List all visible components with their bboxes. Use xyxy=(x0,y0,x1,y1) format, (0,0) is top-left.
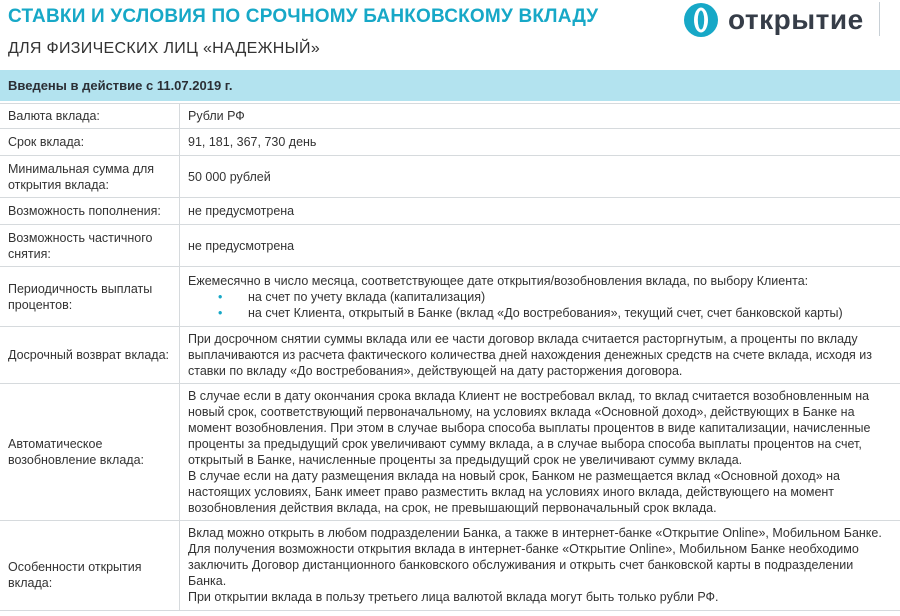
otkritie-logo-icon xyxy=(684,3,718,37)
table-row xyxy=(0,129,900,156)
paragraph: В случае если на дату размещения вклада на новый срок, Банком не размещается вклад «Основной доход» на настоящих условиях, Банк имеет право разместить вклад на условиях иного вклада, действующего на момент возобновления действия вклада, на срок, не превышающий первоначальный срок вклада. xyxy=(188,469,841,515)
deposit-terms-table xyxy=(0,103,900,611)
paragraph: Вклад можно открыть в любом подразделении Банка, а также в интернет-банке «Открытие Online», Мобильном Банке. Для получения возможности открытия вклада в интернет-банке «Открытие Online», Мобильном Банке необходимо заключить Договор дистанционного банковского обслуживания и открыть счет банковской карты в подразделении Банка. xyxy=(188,526,882,588)
effective-date-band xyxy=(0,70,900,101)
effective-date-text: Введены в действие с 11.07.2019 г. xyxy=(8,78,233,93)
row-label: Минимальная сумма для открытия вклада: xyxy=(0,156,180,198)
paragraph: В случае если в дату окончания срока вклада Клиент не востребовал вклад, то вклад считается возобновленным на новый срок, соответствующий первоначальному, на условиях вклада «Основной доход», действующих в Банке на момент возобновления. При этом в случае выбора способа выплаты процентов в виде капитализации, начисленные проценты за предыдущий срок увеличивают сумму вклада, а в случае выбора способа выплаты процентов на счет, открытый в Банке, начисленные проценты за предыдущий срок не увеличивают сумму вклада. xyxy=(188,389,871,467)
list-item: • на счет Клиента, открытый в Банке (вклад «До востребования», текущий счет, счет банковской карты) xyxy=(218,305,892,321)
table-row xyxy=(0,267,900,327)
row-label: Особенности открытия вклада: xyxy=(0,521,180,611)
table-row xyxy=(0,327,900,384)
row-value xyxy=(180,521,900,611)
row-value: Рубли РФ xyxy=(180,104,900,129)
table-row xyxy=(0,156,900,198)
row-label: Автоматическое возобновление вклада: xyxy=(0,384,180,521)
row-value: 91, 181, 367, 730 день xyxy=(180,129,900,156)
row-value xyxy=(180,267,900,327)
table-row xyxy=(0,521,900,611)
table-row xyxy=(0,104,900,129)
row-label: Периодичность выплаты процентов: xyxy=(0,267,180,327)
table-row xyxy=(0,384,900,521)
page-title: СТАВКИ И УСЛОВИЯ ПО СРОЧНОМУ БАНКОВСКОМУ ВКЛАДУ xyxy=(8,6,599,27)
row-label: Досрочный возврат вклада: xyxy=(0,327,180,384)
bank-logo xyxy=(684,4,864,36)
paragraph: При открытии вклада в пользу третьего лица валютой вклада могут быть только рубли РФ. xyxy=(188,590,719,604)
row-label: Возможность частичного снятия: xyxy=(0,225,180,267)
page-subtitle: ДЛЯ ФИЗИЧЕСКИХ ЛИЦ «НАДЕЖНЫЙ» xyxy=(8,40,321,57)
list-item: • на счет по учету вклада (капитализация) xyxy=(218,289,892,305)
row-value xyxy=(180,384,900,521)
payout-intro: Ежемесячно в число месяца, соответствующее дате открытия/возобновления вклада, по выбору Клиента: xyxy=(188,273,809,288)
table-row xyxy=(0,198,900,225)
row-label: Срок вклада: xyxy=(0,129,180,156)
row-value: При досрочном снятии суммы вклада или ее части договор вклада считается расторгнутым, а проценты по вкладу выплачиваются из расчета фактического количества дней нахождения денежных средств на счете вклада, исходя из ставки по вкладу «До востребования», действующей на дату расторжения договора. xyxy=(180,327,900,384)
row-value: 50 000 рублей xyxy=(180,156,900,198)
logo-text: открытие xyxy=(728,4,864,35)
row-value: не предусмотрена xyxy=(180,198,900,225)
header-divider xyxy=(879,2,880,36)
table-row xyxy=(0,225,900,267)
row-label: Валюта вклада: xyxy=(0,104,180,129)
row-value: не предусмотрена xyxy=(180,225,900,267)
row-label: Возможность пополнения: xyxy=(0,198,180,225)
payout-options-list xyxy=(188,289,892,321)
